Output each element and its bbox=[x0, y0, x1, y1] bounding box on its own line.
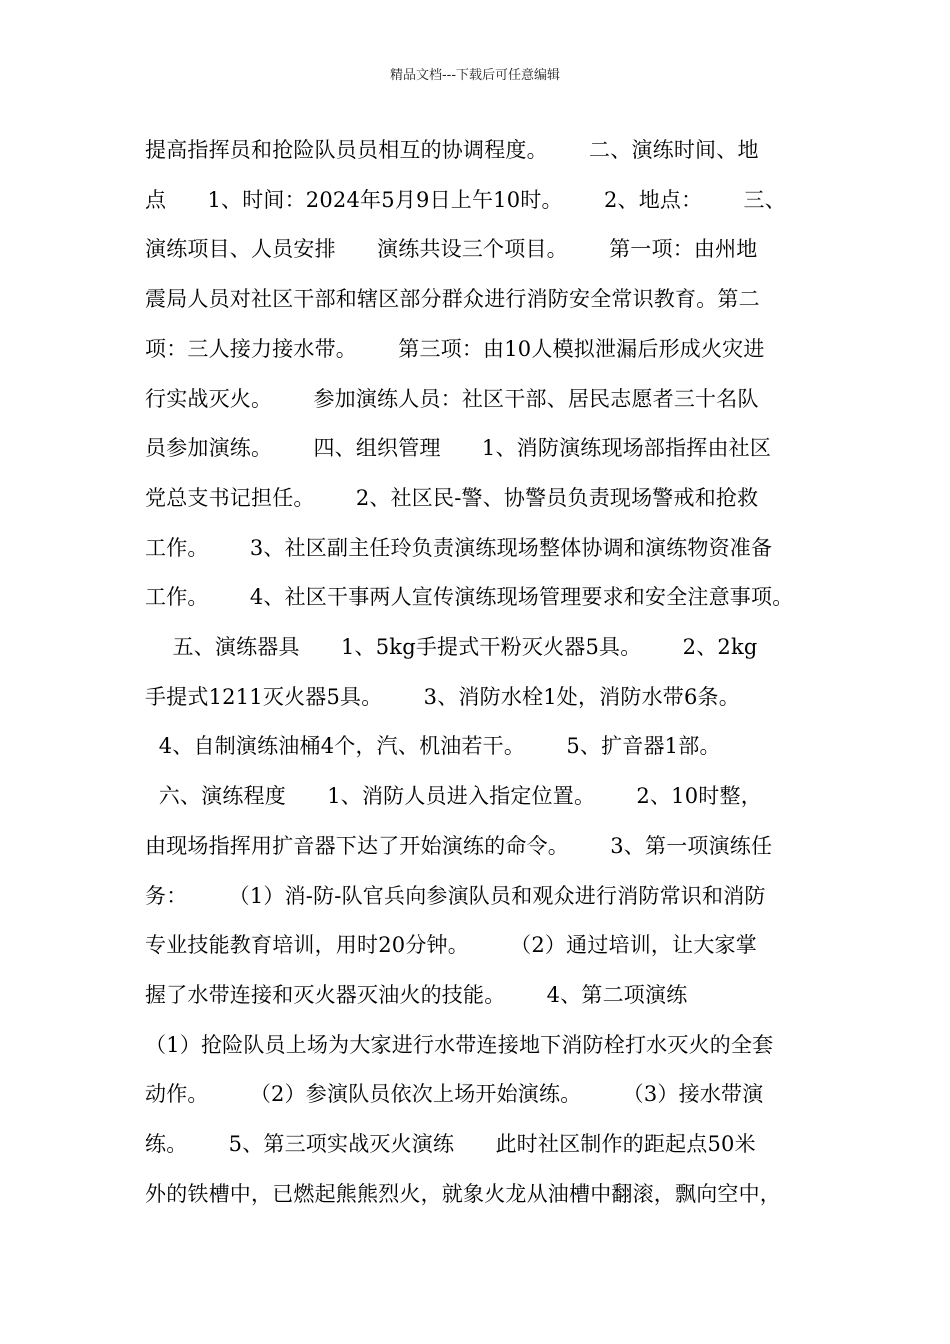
text-line: 专业技能教育培训，用时20分钟。 （2）通过培训，让大家掌 bbox=[145, 933, 757, 958]
text-line: 务： （1）消-防-队官兵向参演队员和观众进行消防常识和消防 bbox=[145, 883, 766, 908]
text-line: 六、演练程度 1、消防人员进入指定位置。 2、10时整， bbox=[145, 784, 762, 809]
text-line: 五、演练器具 1、5kg手提式干粉灭火器5具。 2、2kg bbox=[145, 635, 758, 659]
text-line: 点 1、时间：2024年5月9日上午10时。 2、地点： 三、 bbox=[145, 187, 786, 212]
text-line: 行实战灭火。 参加演练人员：社区干部、居民志愿者三十名队 bbox=[145, 386, 759, 411]
text-line: 由现场指挥用扩音器下达了开始演练的命令。 3、第一项演练任 bbox=[145, 833, 773, 858]
text-line: 动作。 （2）参演队员依次上场开始演练。 （3）接水带演 bbox=[145, 1082, 764, 1107]
page-header: 精品文档---下载后可任意编辑 bbox=[389, 68, 561, 83]
text-line: 外的铁槽中，已燃起熊熊烈火，就象火龙从油槽中翻滚，飘向空中， bbox=[145, 1181, 781, 1206]
text-line: 演练项目、人员安排 演练共设三个项目。 第一项：由州地 bbox=[145, 237, 758, 262]
text-line: （1）抢险队员上场为大家进行水带连接地下消防栓打水灭火的全套 bbox=[145, 1032, 774, 1057]
text-line: 工作。 3、社区副主任玲负责演练现场整体协调和演练物资准备 bbox=[145, 535, 773, 560]
text-line: 练。 5、第三项实战灭火演练 此时社区制作的距起点50米 bbox=[145, 1132, 756, 1156]
text-line: 工作。 4、社区干事两人宣传演练现场管理要求和安全注意事项。 bbox=[145, 585, 794, 610]
text-line: 手提式1211灭火器5具。 3、消防水栓1处，消防水带6条。 bbox=[145, 684, 740, 709]
text-line: 项：三人接力接水带。 第三项：由10人模拟泄漏后形成火灾进 bbox=[145, 336, 765, 361]
text-line: 握了水带连接和灭火器灭油火的技能。 4、第二项演练 bbox=[145, 982, 688, 1007]
text-line: 党总支书记担任。 2、社区民-警、协警员负责现场警戒和抢救 bbox=[145, 485, 759, 510]
text-line: 员参加演练。 四、组织管理 1、消防演练现场部指挥由社区 bbox=[145, 436, 772, 461]
text-line: 震局人员对社区干部和辖区部分群众进行消防安全常识教育。第二 bbox=[145, 287, 760, 312]
text-line: 4、自制演练油桶4个，汽、机油若干。 5、扩音器1部。 bbox=[145, 734, 721, 759]
text-line: 提高指挥员和抢险队员员相互的协调程度。 二、演练时间、地 bbox=[145, 138, 759, 162]
